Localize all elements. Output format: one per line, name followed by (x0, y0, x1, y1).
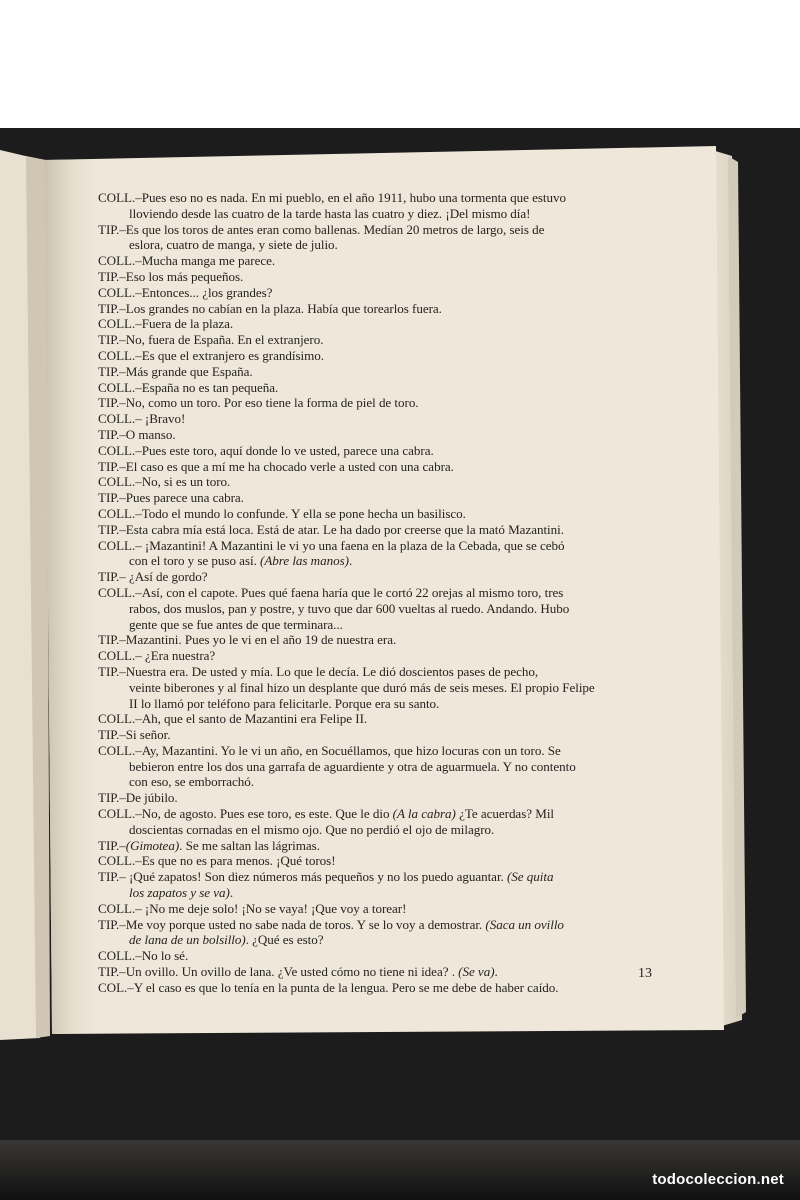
text-line (98, 853, 663, 869)
text-run: COL.–Y el caso es que lo tenía en la punta de la lengua. Pero se me debe de haber caído. (98, 979, 559, 995)
text-line (98, 222, 663, 238)
text-line (98, 743, 663, 759)
text-run: COLL.–Fuera de la plaza. (98, 316, 234, 332)
text-line (98, 553, 663, 569)
text-line (98, 474, 663, 490)
text-run: con eso, se emborrachó. (129, 774, 255, 790)
text-line (98, 790, 663, 806)
text-run: TIP.–Eso los más pequeños. (98, 268, 244, 284)
text-run: TIP.–Es que los toros de antes eran como ballenas. Medían 20 metros de largo, seis de (98, 221, 545, 237)
stage-direction: de lana de un bolsillo) (129, 932, 246, 948)
text-run: rabos, dos muslos, pan y postre, y tuvo que dar 600 vueltas al ruedo. Andando. Hubo (129, 600, 570, 616)
text-run: COLL.– ¡Bravo! (98, 411, 186, 427)
text-run: doscientas cornadas en el mismo ojo. Que no perdió el ojo de milagro. (129, 821, 495, 837)
text-line (98, 285, 663, 301)
stage-direction: (Abre las manos) (260, 553, 349, 569)
text-line (98, 696, 663, 712)
text-line (98, 901, 663, 917)
text-line (98, 348, 663, 364)
text-run: TIP.– (98, 837, 126, 853)
text-line (98, 617, 663, 633)
text-line (98, 237, 663, 253)
text-line (98, 680, 663, 696)
page-number: 13 (638, 966, 652, 981)
text-line (98, 490, 663, 506)
text-run: COLL.–No lo sé. (98, 948, 189, 964)
text-run: TIP.–Me voy porque usted no sabe nada de toros. Y se lo voy a demostrar. (98, 916, 486, 932)
text-run: TIP.–No, fuera de España. En el extranjero. (98, 332, 324, 348)
text-line (98, 885, 663, 901)
text-line (98, 917, 663, 933)
stage-direction: los zapatos y se va) (129, 885, 230, 901)
text-line (98, 964, 663, 980)
text-line (98, 806, 663, 822)
text-line (98, 459, 663, 475)
text-run: COLL.– ¡No me deje solo! ¡No se vaya! ¡Que voy a torear! (98, 900, 407, 916)
text-line (98, 774, 663, 790)
text-line (98, 980, 663, 996)
text-run: . ¿Qué es esto? (245, 932, 324, 948)
text-line (98, 585, 663, 601)
text-run: COLL.–No, de agosto. Pues ese toro, es este. Que le dio (98, 806, 393, 822)
text-line (98, 869, 663, 885)
text-run: gente que se fue antes de que terminara... (129, 616, 343, 632)
text-run: COLL.–Así, con el capote. Pues qué faena haría que le cortó 22 orejas al mismo toro, tres (98, 584, 564, 600)
text-run: . Se me saltan las lágrimas. (179, 837, 320, 853)
text-line (98, 506, 663, 522)
text-line (98, 538, 663, 554)
text-line (98, 443, 663, 459)
text-run: TIP.–O manso. (98, 426, 176, 442)
text-line (98, 253, 663, 269)
text-line (98, 269, 663, 285)
stage-direction: (Se quita (506, 869, 554, 885)
text-run: TIP.– ¡Qué zapatos! Son diez números más pequeños y no los puedo aguantar. (98, 869, 507, 885)
text-line (98, 648, 663, 664)
text-line (98, 632, 663, 648)
text-line (98, 380, 663, 396)
text-run: COLL.–Es que no es para menos. ¡Qué toros! (98, 853, 336, 869)
text-run: COLL.–Ah, que el santo de Mazantini era Felipe II. (98, 711, 368, 727)
text-run: eslora, cuatro de manga, y siete de julio. (129, 237, 338, 253)
text-line (98, 711, 663, 727)
text-line (98, 301, 663, 317)
text-run: COLL.– ¿Era nuestra? (98, 648, 216, 664)
text-line (98, 316, 663, 332)
watermark-dot: . (756, 1171, 761, 1188)
text-run: COLL.–Entonces... ¿los grandes? (98, 284, 273, 300)
text-line (98, 332, 663, 348)
text-line (98, 932, 663, 948)
text-line (98, 427, 663, 443)
text-line (98, 822, 663, 838)
text-run: II lo llamó por teléfono para felicitarle. Porque era su santo. (129, 695, 440, 711)
text-run: COLL.–Mucha manga me parece. (98, 253, 276, 269)
text-run: TIP.–Esta cabra mía está loca. Está de atar. Le ha dado por creerse que la mató Mazantini. (98, 521, 564, 537)
stage-direction: (Gimotea) (125, 837, 180, 853)
text-run: bebieron entre los dos una garrafa de aguardiente y otra de aguarmuela. Y no contento (129, 758, 576, 774)
text-run: TIP.–No, como un toro. Por eso tiene la forma de piel de toro. (98, 395, 419, 411)
text-line (98, 569, 663, 585)
text-line (98, 190, 663, 206)
text-run: COLL.–Pues eso no es nada. En mi pueblo, en el año 1911, hubo una tormenta que estuvo (98, 190, 567, 205)
text-run: TIP.–Nuestra era. De usted y mía. Lo que le decía. Le dió doscientos pases de pecho, (98, 663, 539, 679)
text-line (98, 364, 663, 380)
text-run: . (229, 885, 234, 901)
stage-direction: (Saca un ovillo (485, 916, 564, 932)
text-run: veinte biberones y al final hizo un desplante que duró más de seis meses. El propio Felipe (129, 679, 595, 695)
text-run: con el toro y se puso así. (129, 553, 261, 569)
text-run: TIP.–Los grandes no cabían en la plaza. Había que torearlos fuera. (98, 300, 442, 316)
text-run: COLL.–España no es tan pequeña. (98, 379, 279, 395)
watermark-logo (652, 1171, 784, 1188)
text-line (98, 948, 663, 964)
text-run: . (348, 553, 353, 569)
text-line (98, 395, 663, 411)
text-run: COLL.–Todo el mundo lo confunde. Y ella se pone hecha un basilisco. (98, 505, 466, 521)
text-line (98, 727, 663, 743)
text-line (98, 838, 663, 854)
text-run: TIP.–Pues parece una cabra. (98, 490, 244, 506)
text-run: COLL.–No, si es un toro. (98, 474, 231, 490)
watermark-name: todocoleccion (652, 1171, 757, 1188)
text-line (98, 206, 663, 222)
text-run: COLL.–Pues este toro, aquí donde lo ve usted, parece una cabra. (98, 442, 434, 458)
text-run: COLL.–Ay, Mazantini. Yo le vi un año, en Socuéllamos, que hizo locuras con un toro. Se (98, 742, 561, 758)
text-line (98, 601, 663, 617)
text-line (98, 759, 663, 775)
page-body (98, 190, 663, 996)
text-run: TIP.–Mazantini. Pues yo le vi en el año 19 de nuestra era. (98, 632, 397, 648)
text-run: TIP.–De júbilo. (98, 790, 178, 806)
text-run: TIP.–El caso es que a mí me ha chocado verle a usted con una cabra. (98, 458, 454, 474)
text-run: lloviendo desde las cuatro de la tarde hasta las cuatro y diez. ¡Del mismo día! (129, 205, 531, 221)
text-run: TIP.–Si señor. (98, 727, 171, 743)
text-run: COLL.– ¡Mazantini! A Mazantini le vi yo una faena en la plaza de la Cebada, que se cebó (98, 537, 565, 553)
text-run: TIP.–Más grande que España. (98, 363, 253, 379)
text-line (98, 664, 663, 680)
text-line (98, 411, 663, 427)
text-run: . (494, 964, 498, 980)
text-line (98, 522, 663, 538)
text-run: TIP.– ¿Así de gordo? (98, 569, 208, 585)
text-run: TIP.–Un ovillo. Un ovillo de lana. ¿Ve usted cómo no tiene ni idea? . (98, 964, 459, 980)
stage-direction: (A la cabra) (392, 806, 456, 822)
text-run: COLL.–Es que el extranjero es grandísimo. (98, 347, 324, 363)
stage-direction: (Se va) (458, 964, 495, 980)
text-run: ¿Te acuerdas? Mil (455, 806, 554, 822)
watermark-tld: net (760, 1171, 784, 1188)
